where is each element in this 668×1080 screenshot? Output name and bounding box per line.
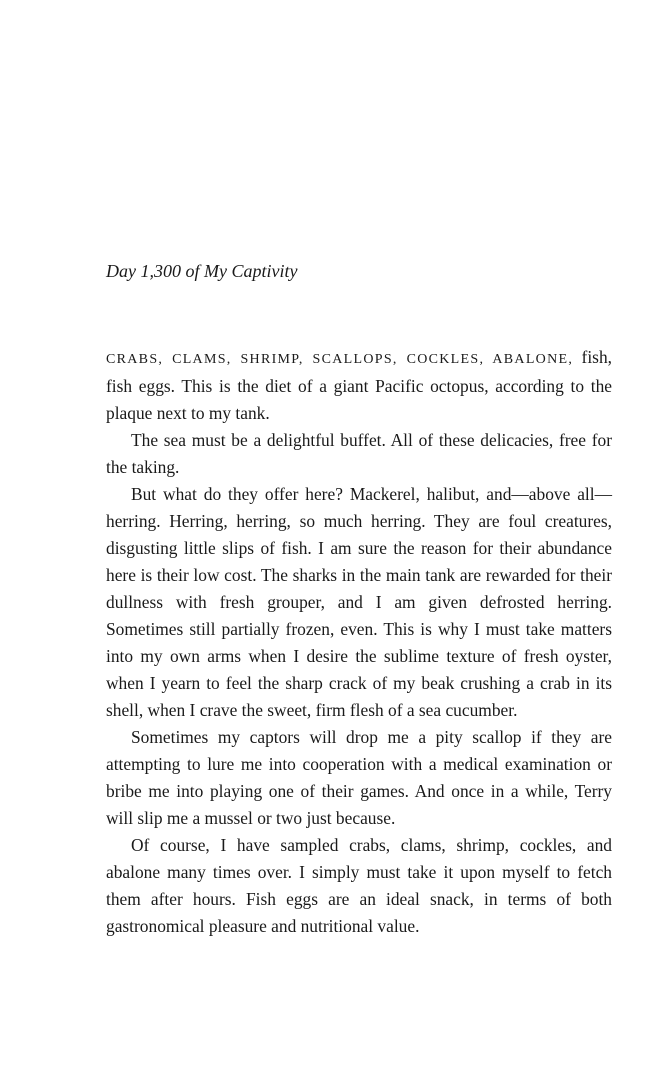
paragraph-5: Of course, I have sampled crabs, clams, shrimp, cockles, and abalone many times over. I simply must take it upon myself to fetch them after hours. Fish eggs are an ideal snack, in terms of both gastronomical pleasure and nutritional value. [106, 835, 612, 936]
paragraph-text: fish, fish eggs. This is the diet of a giant Pacific octopus, according to the plaque next to my tank. [106, 347, 612, 423]
paragraph-lead-smallcaps: CRABS, CLAMS, SHRIMP, SCALLOPS, COCKLES, ABALONE, [106, 352, 574, 367]
paragraph-2: The sea must be a delightful buffet. All of these delicacies, free for the taking. [106, 430, 612, 477]
paragraph-3: But what do they offer here? Mackerel, halibut, and—above all—herring. Herring, herring, so much herring. They are foul creatures, disgusting little slips of fish. I am sure the reason for their abundance here is their low cost. The sharks in the main tank are rewarded for their dullness with fresh grouper, and I am given defrosted herring. Sometimes still partially frozen, even. This is why I must take matters into my own arms when I desire the sublime texture of fresh oyster, when I yearn to feel the sharp crack of my beak crushing a crab in its shell, when I crave the sweet, firm flesh of a sea cucumber. [106, 484, 612, 720]
chapter-title: Day 1,300 of My Captivity [106, 261, 298, 281]
paragraph-4: Sometimes my captors will drop me a pity scallop if they are attempting to lure me into cooperation with a medical examination or bribe me into playing one of their games. And once in a while, Terry will slip me a mussel or two just because. [106, 727, 612, 828]
body-text [106, 344, 612, 940]
paragraph-1 [106, 344, 612, 427]
